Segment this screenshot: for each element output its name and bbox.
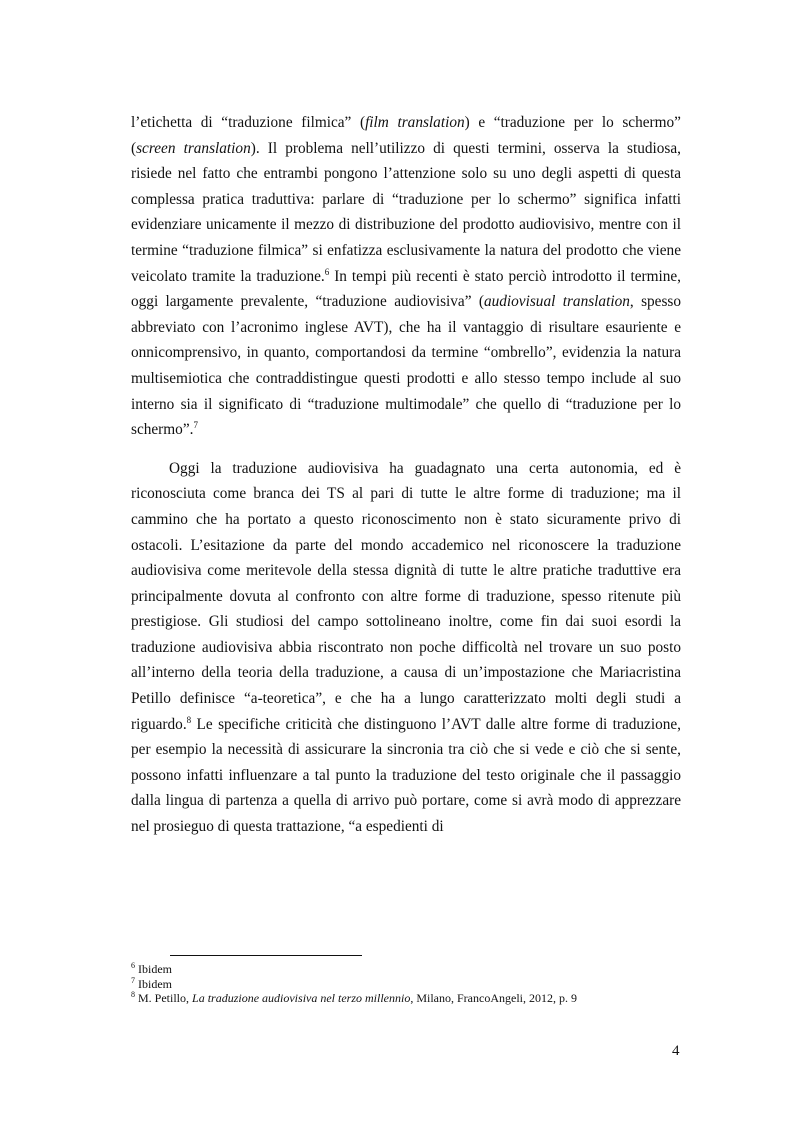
paragraph-1	[131, 110, 681, 443]
text-run: l’etichetta di “traduzione filmica” (	[131, 114, 366, 131]
footnote-ref: 7	[193, 420, 198, 431]
text-run: Le specifiche criticità che distinguono l’AVT dalle altre forme di traduzione, per esempio la necessità di assicurare la sincronia tra ciò che si vede e ciò che si sente, possono infatti influenzare a tal punto la traduzione del testo originale che il passaggio dalla lingua di partenza a quella di arrivo può portare, come si avrà modo di apprezzare nel prosieguo di questa trattazione, “a espedienti di	[131, 715, 681, 836]
footnote-number: 8	[131, 990, 135, 999]
text-run: M. Petillo,	[135, 991, 193, 1005]
text-run: In tempi più recenti è stato perciò introdotto il termine, oggi largamente prevalente, “traduzione audiovisiva” (	[131, 267, 681, 311]
footnote-number: 6	[131, 961, 135, 970]
text-run: Oggi la traduzione audiovisiva ha guadagnato una certa autonomia, ed è riconosciuta come branca dei TS al pari di tutte le altre forme di traduzione; ma il cammino che ha portato a questo riconoscimento non è stato sicuramente privo di ostacoli. L’esitazione da parte del mondo accademico nel riconoscere la traduzione audiovisiva come meritevole della stessa dignità di tutte le altre pratiche traduttive era principalmente dovuta al confronto con altre forme di traduzione, spesso ritenute più prestigiose. Gli studiosi del campo sottolineano inoltre, come fin dai suoi esordi la traduzione audiovisiva abbia riscontrato non poche difficoltà nel trovare un suo posto all’interno della teoria della traduzione, a causa di un’impostazione che Mariacristina Petillo definisce “a-teoretica”, e che ha a lungo caratterizzato molti degli studi a riguardo.	[131, 459, 681, 733]
footnote-ref: 6	[324, 266, 330, 277]
text-run: ). Il problema nell’utilizzo di questi termini, osserva la studiosa, risiede nel fatto che entrambi pongono l’attenzione solo su uno degli aspetti di questa complessa pratica traduttiva: parlare di “traduzione per lo schermo” significa infatti evidenziare unicamente il mezzo di distribuzione del prodotto audiovisivo, mentre con il termine “traduzione filmica” si enfatizza esclusivamente la natura del prodotto che viene veicolato tramite la traduzione.	[131, 139, 681, 285]
body-text	[131, 110, 681, 840]
italic-text: audiovisual translation	[483, 293, 630, 311]
footnote-6	[131, 962, 691, 977]
footnote-ref: 8	[186, 714, 192, 725]
italic-text: film translation	[365, 114, 465, 131]
text-run: ) e “traduzione per lo schermo” (	[131, 114, 681, 157]
text-run: , Milano, FrancoAngeli, 2012, p. 9	[410, 991, 577, 1005]
text-run: Ibidem	[135, 962, 172, 976]
paragraph-2	[131, 456, 681, 840]
footnote-separator	[170, 955, 362, 956]
text-run: Ibidem	[135, 976, 172, 991]
footnote-8	[131, 991, 691, 1006]
footnote-number: 7	[131, 975, 135, 985]
footnotes	[131, 962, 691, 1006]
text-run: , spesso abbreviato con l’acronimo inglese AVT), che ha il vantaggio di risultare esauriente e onnicomprensivo, in quanto, comportandosi da termine “ombrello”, evidenzia la natura multisemiotica che contraddistingue questi prodotti e allo stesso tempo include al suo interno sia il significato di “traduzione multimodale” che quello di “traduzione per lo schermo”.	[131, 293, 682, 439]
page-number: 4	[672, 1043, 680, 1059]
italic-text: La traduzione audiovisiva nel terzo millennio	[192, 991, 411, 1005]
footnote-7	[131, 977, 691, 992]
italic-text: screen translation	[136, 139, 251, 157]
